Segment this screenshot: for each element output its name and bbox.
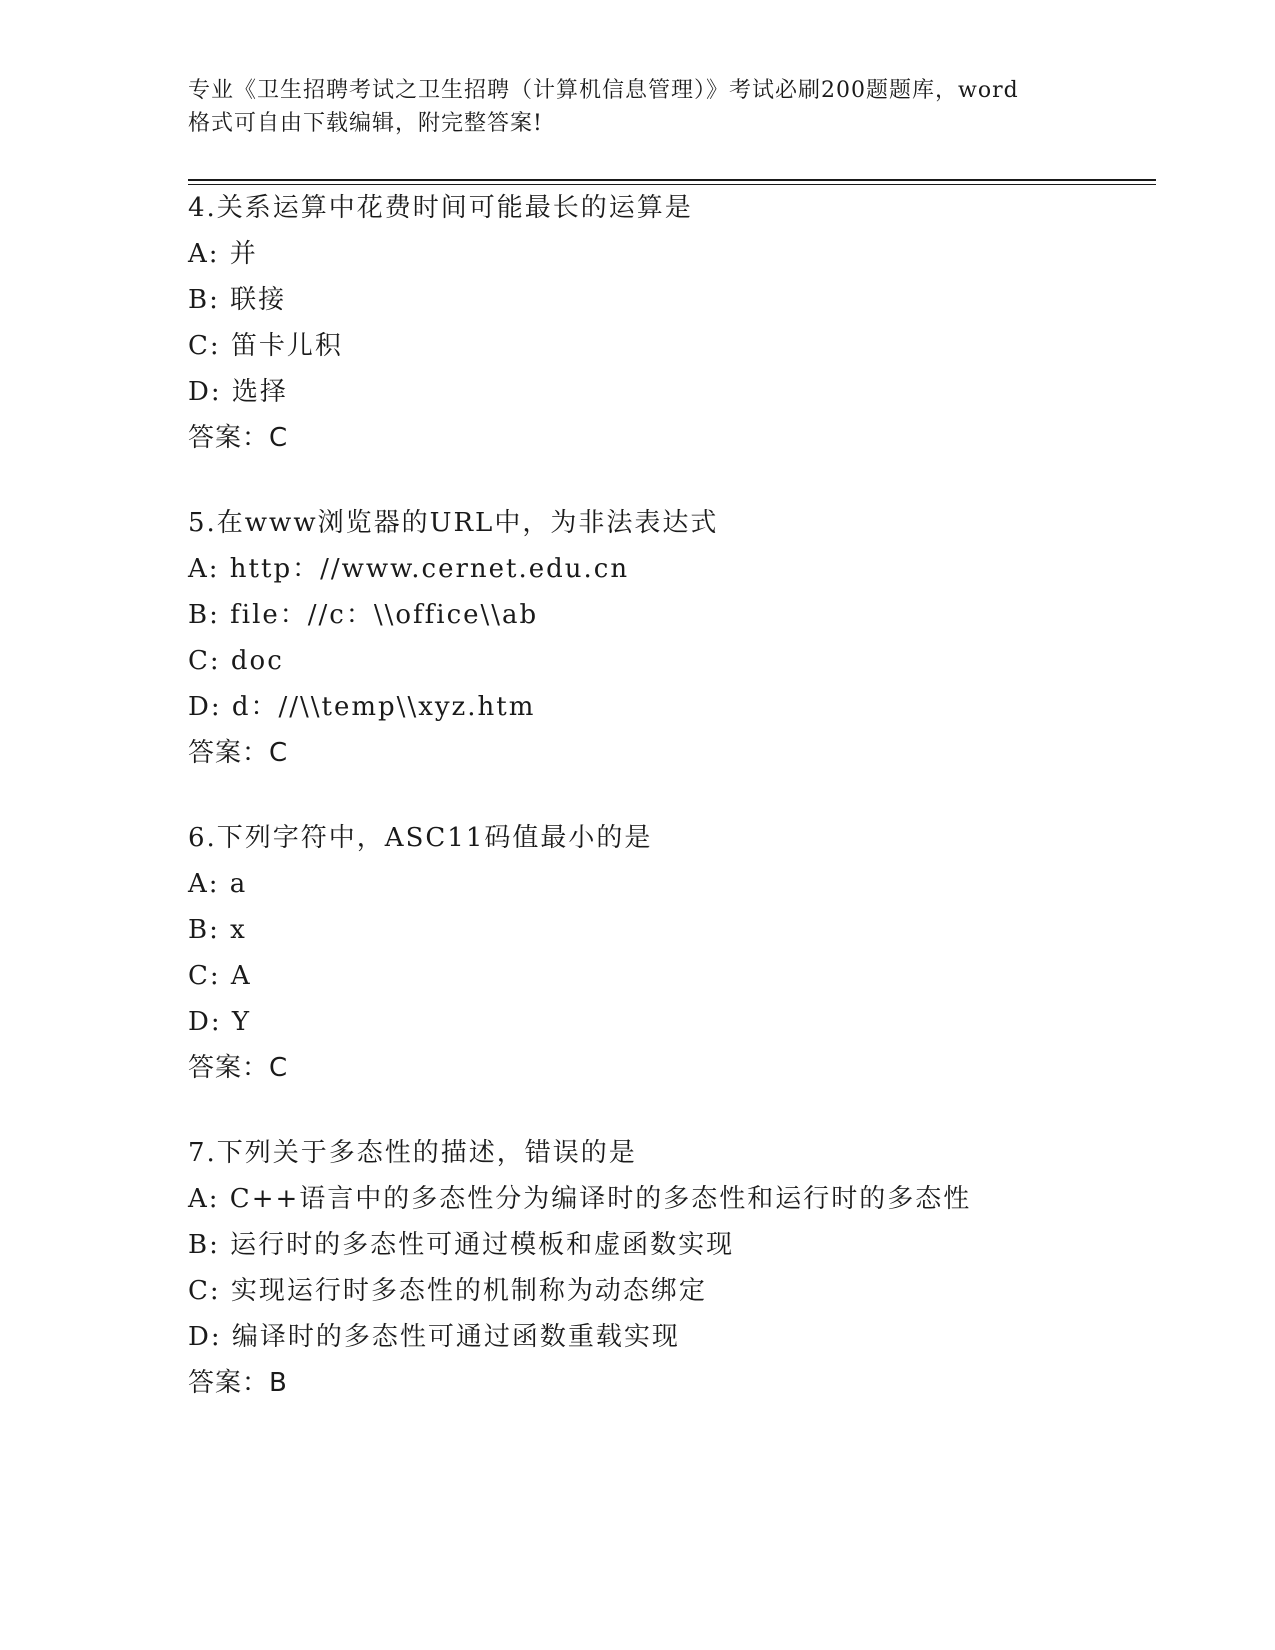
question-7 [188, 1130, 1148, 1406]
answer-line: 答案：B [188, 1368, 288, 1398]
option-b: B: x [188, 915, 247, 945]
question-stem: 6.下列字符中，ASC11码值最小的是 [188, 823, 653, 853]
question-stem: 4.关系运算中花费时间可能最长的运算是 [188, 193, 693, 223]
option-c: C: 笛卡儿积 [188, 331, 343, 361]
option-a: A: a [188, 869, 248, 899]
option-d: D: Y [188, 1007, 252, 1037]
option-b: B: file：//c：\\office\\ab [188, 600, 539, 630]
question-5 [188, 500, 1148, 776]
question-stem: 7.下列关于多态性的描述，错误的是 [188, 1138, 637, 1168]
option-a: A: http：//www.cernet.edu.cn [188, 554, 630, 584]
header-line-2: 格式可自由下载编辑，附完整答案! [188, 111, 543, 136]
option-c: C: doc [188, 646, 284, 676]
question-4 [188, 185, 1148, 461]
header-line-1: 专业《卫生招聘考试之卫生招聘（计算机信息管理）》考试必刷200题题库，word [188, 78, 1019, 103]
option-d: D: 编译时的多态性可通过函数重载实现 [188, 1322, 680, 1352]
option-d: D: 选择 [188, 377, 288, 407]
question-stem: 5.在www浏览器的URL中，为非法表达式 [188, 508, 719, 538]
question-6 [188, 815, 1148, 1091]
option-d: D: d：//\\temp\\xyz.htm [188, 692, 536, 722]
answer-line: 答案：C [188, 423, 289, 453]
option-c: C: 实现运行时多态性的机制称为动态绑定 [188, 1276, 707, 1306]
answer-line: 答案：C [188, 1053, 289, 1083]
option-c: C: A [188, 961, 252, 991]
document-header [188, 74, 1088, 140]
header-divider-thick [188, 179, 1156, 181]
option-a: A: C++语言中的多态性分为编译时的多态性和运行时的多态性 [188, 1184, 972, 1214]
option-b: B: 联接 [188, 285, 287, 315]
answer-line: 答案：C [188, 738, 289, 768]
option-a: A: 并 [188, 239, 258, 269]
option-b: B: 运行时的多态性可通过模板和虚函数实现 [188, 1230, 735, 1260]
